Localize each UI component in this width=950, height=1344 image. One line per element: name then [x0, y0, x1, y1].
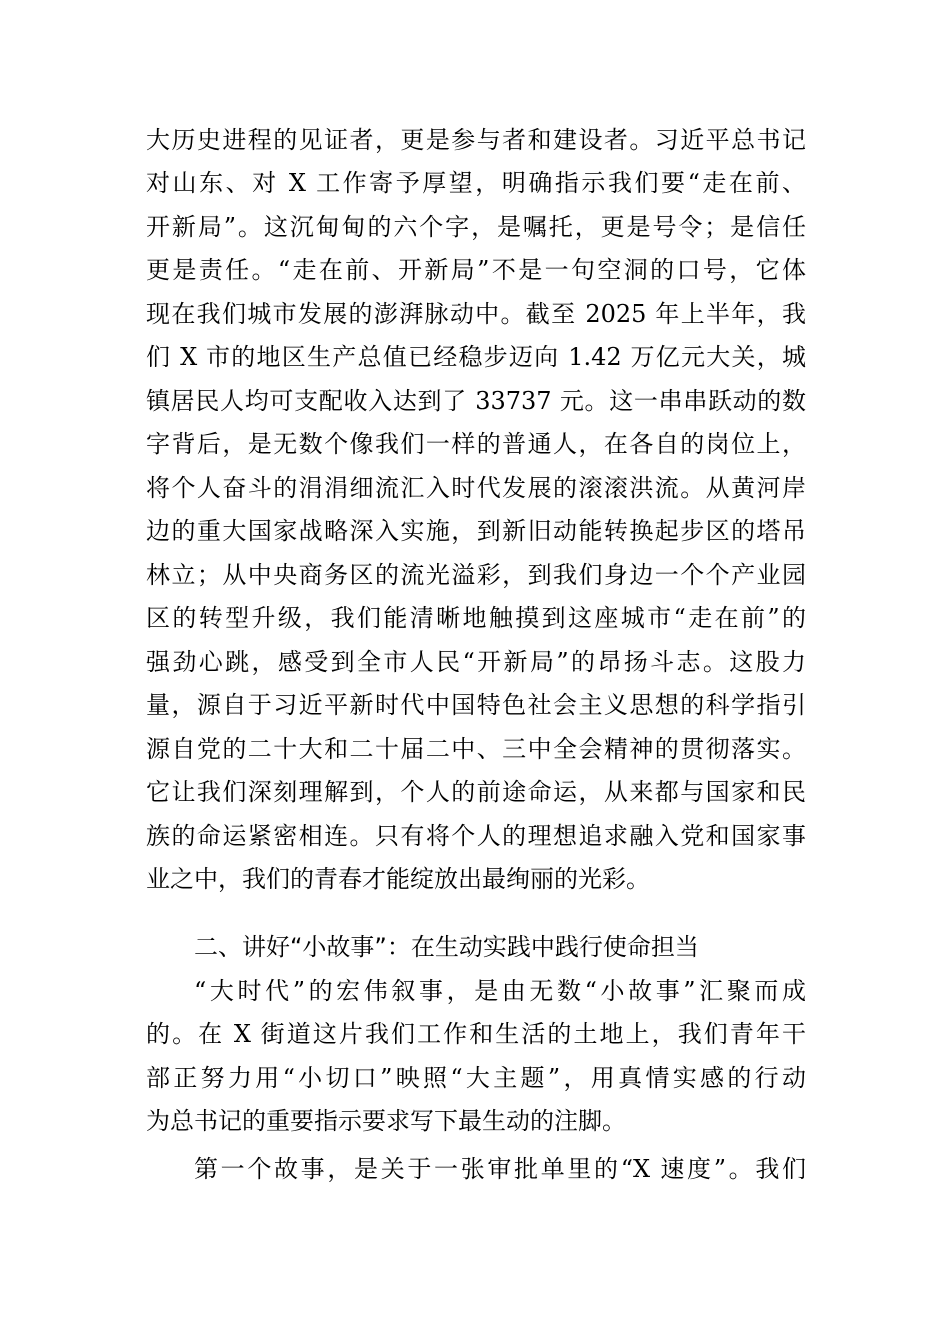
paragraph-line: 为总书记的重要指示要求写下最生动的注脚。: [146, 1107, 626, 1135]
paragraph-line: 业之中，我们的青春才能绽放出最绚丽的光彩。: [146, 865, 650, 893]
paragraph-line: 它让我们深刻理解到，个人的前途命运，从来都与国家和民: [146, 778, 806, 806]
paragraph-line: 区的转型升级，我们能清晰地触摸到这座城市“走在前”的: [146, 604, 806, 632]
paragraph-line: 更是责任。“走在前、开新局”不是一句空洞的口号，它体: [146, 256, 806, 284]
paragraph-line: 边的重大国家战略深入实施，到新旧动能转换起步区的塔吊: [146, 517, 806, 545]
paragraph-line: 部正努力用“小切口”映照“大主题”，用真情实感的行动: [146, 1064, 806, 1092]
paragraph-line: 量，源自于习近平新时代中国特色社会主义思想的科学指引: [146, 691, 806, 719]
paragraph-line: 镇居民人均可支配收入达到了 33737 元。这一串串跃动的数: [146, 387, 806, 415]
paragraph-line: 源自党的二十大和二十届二中、三中全会精神的贯彻落实。: [146, 735, 806, 763]
paragraph-line: 开新局”。这沉甸甸的六个字，是嘱托，更是号令；是信任: [146, 213, 806, 241]
paragraph-line: 族的命运紧密相连。只有将个人的理想追求融入党和国家事: [146, 822, 806, 850]
paragraph-line: 林立；从中央商务区的流光溢彩，到我们身边一个个产业园: [146, 561, 806, 589]
paragraph-line: 字背后，是无数个像我们一样的普通人，在各自的岗位上，: [146, 430, 806, 458]
paragraph-line: 们 X 市的地区生产总值已经稳步迈向 1.42 万亿元大关，城: [146, 343, 806, 371]
paragraph-line: 大历史进程的见证者，更是参与者和建设者。习近平总书记: [146, 126, 806, 154]
paragraph-line: “大时代”的宏伟叙事，是由无数“小故事”汇聚而成: [194, 977, 806, 1005]
paragraph-line: 的。在 X 街道这片我们工作和生活的土地上，我们青年干: [146, 1020, 806, 1048]
paragraph-line: 对山东、对 X 工作寄予厚望，明确指示我们要“走在前、: [146, 169, 806, 197]
section-heading: 二、讲好“小故事”：在生动实践中践行使命担当: [194, 933, 699, 961]
paragraph-line: 第一个故事，是关于一张审批单里的“X 速度”。我们: [194, 1155, 806, 1183]
paragraph-line: 强劲心跳，感受到全市人民“开新局”的昂扬斗志。这股力: [146, 648, 806, 676]
paragraph-line: 将个人奋斗的涓涓细流汇入时代发展的滚滚洪流。从黄河岸: [146, 474, 806, 502]
paragraph-line: 现在我们城市发展的澎湃脉动中。截至 2025 年上半年，我: [146, 300, 806, 328]
